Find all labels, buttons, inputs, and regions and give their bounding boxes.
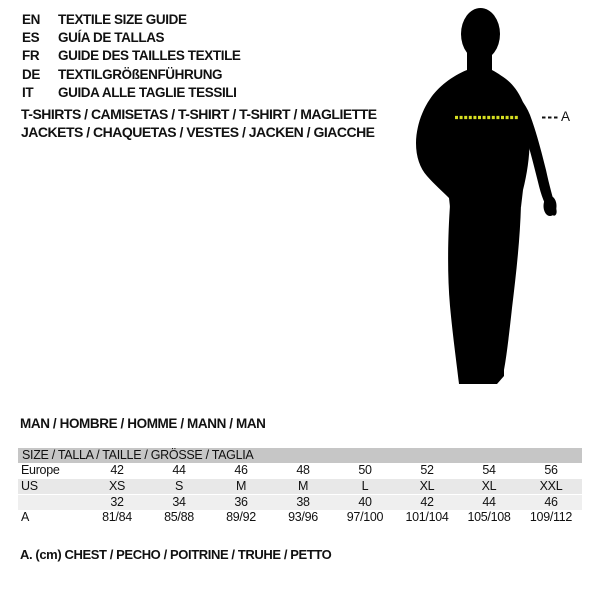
size-value: XXL	[539, 478, 563, 493]
size-value: S	[174, 478, 184, 493]
silhouette-torso	[416, 70, 530, 207]
language-code: DE	[22, 66, 40, 82]
size-value: 48	[296, 463, 310, 477]
row-label: US	[21, 478, 38, 493]
size-value: 54	[482, 463, 496, 477]
size-value: 50	[358, 463, 372, 477]
size-value: 32	[110, 495, 124, 510]
size-value: 85/88	[164, 509, 194, 524]
measurement-footnote: A. (cm) CHEST / PECHO / POITRINE / TRUHE / PETTO	[20, 547, 332, 562]
silhouette-legs	[448, 205, 521, 384]
size-value: 93/96	[288, 509, 318, 524]
size-value: XS	[108, 478, 126, 493]
size-value: 81/84	[102, 509, 132, 524]
size-value: 44	[172, 463, 186, 477]
measure-label-a: A	[561, 109, 571, 124]
size-value: 46	[544, 495, 558, 510]
row-label: A	[21, 509, 30, 524]
size-value: 46	[234, 463, 248, 477]
category-jackets: JACKETS / CHAQUETAS / VESTES / JACKEN / GIACCHE	[21, 123, 375, 140]
size-value: 42	[420, 495, 434, 510]
silhouette-neck	[467, 46, 492, 72]
language-label: GUIDE DES TAILLES TEXTILE	[58, 48, 241, 64]
size-value: 36	[234, 495, 248, 510]
table-row-numeric	[18, 494, 582, 510]
language-label: GUÍA DE TALLAS	[58, 30, 165, 46]
size-value: XL	[419, 478, 435, 493]
size-value: 101/104	[405, 509, 449, 524]
table-row-chest-a	[18, 510, 582, 526]
size-value: 56	[544, 463, 558, 477]
size-value: XL	[481, 478, 497, 493]
section-title-man: MAN / HOMBRE / HOMME / MANN / MAN	[20, 416, 266, 431]
language-code: FR	[22, 48, 40, 64]
size-value: M	[297, 478, 309, 493]
table-row-europe	[18, 463, 582, 479]
language-label: TEXTILE SIZE GUIDE	[58, 12, 187, 27]
language-label: GUIDA ALLE TAGLIE TESSILI	[58, 84, 237, 100]
silhouette-right-hand	[544, 196, 557, 216]
category-tshirts: T-SHIRTS / CAMISETAS / T-SHIRT / T-SHIRT / MAGLIETTE	[21, 106, 377, 122]
language-label: TEXTILGRÖßENFÜHRUNG	[58, 66, 223, 82]
size-value: 89/92	[226, 509, 256, 524]
size-value: 105/108	[467, 509, 511, 524]
language-code: IT	[22, 84, 34, 100]
table-row-us	[18, 479, 582, 495]
size-value: 34	[172, 495, 186, 510]
size-value: 40	[358, 495, 372, 510]
size-value: 42	[110, 463, 124, 477]
language-code: ES	[22, 30, 40, 46]
size-value: M	[235, 478, 247, 493]
language-code: EN	[22, 12, 40, 27]
size-value: 38	[296, 495, 310, 510]
size-table-header: SIZE / TALLA / TAILLE / GRÖSSE / TAGLIA	[18, 448, 582, 463]
size-table	[18, 448, 582, 525]
size-value: 97/100	[346, 509, 384, 524]
row-label: Europe	[21, 463, 60, 477]
size-value: L	[361, 478, 369, 493]
size-value: 52	[420, 463, 434, 477]
size-value: 109/112	[529, 509, 573, 524]
size-value: 44	[482, 495, 496, 510]
row-label	[18, 495, 86, 510]
